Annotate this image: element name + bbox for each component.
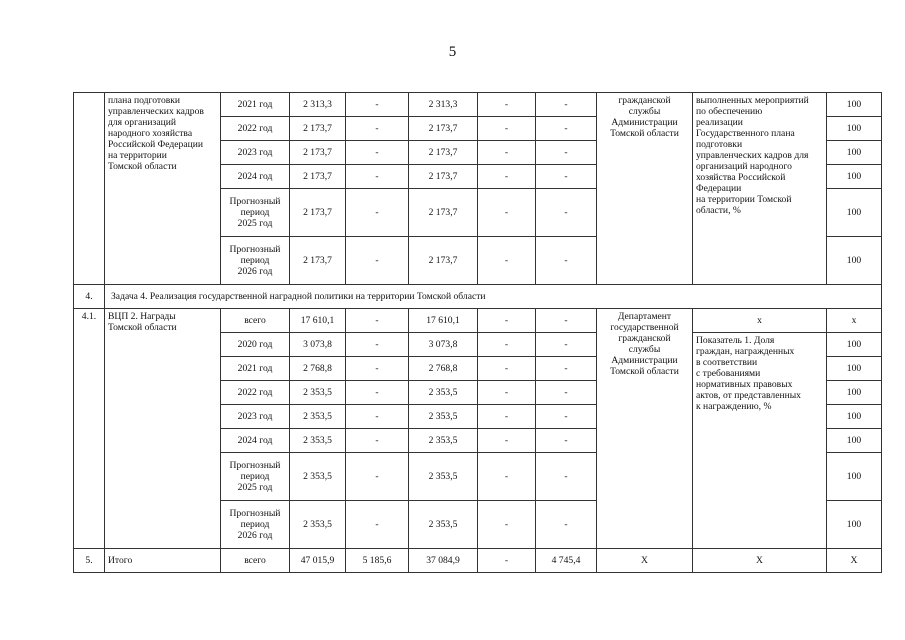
total-cell: 3 073,8: [290, 333, 346, 357]
period-cell: всего: [221, 549, 290, 573]
municipal-cell: -: [478, 549, 536, 573]
municipal-cell: -: [478, 429, 536, 453]
municipal-cell: -: [478, 333, 536, 357]
period-cell: всего: [221, 309, 290, 333]
regional-cell: 17 610,1: [409, 309, 478, 333]
municipal-cell: -: [478, 237, 536, 285]
extra-budget-cell: -: [536, 429, 597, 453]
extra-budget-cell: -: [536, 141, 597, 165]
extra-budget-cell: -: [536, 309, 597, 333]
indicator-value-cell: х: [827, 309, 882, 333]
federal-cell: -: [346, 357, 409, 381]
regional-cell: 2 173,7: [409, 237, 478, 285]
extra-budget-cell: -: [536, 93, 597, 117]
total-cell: 2 173,7: [290, 165, 346, 189]
total-cell: 2 173,7: [290, 141, 346, 165]
federal-cell: -: [346, 309, 409, 333]
municipal-cell: -: [478, 165, 536, 189]
municipal-cell: -: [478, 501, 536, 549]
federal-cell: -: [346, 333, 409, 357]
extra-budget-cell: -: [536, 165, 597, 189]
executor-cell: гражданской службы Администрации Томской области: [597, 93, 693, 285]
indicator-value-cell: 100: [827, 117, 882, 141]
extra-budget-cell: -: [536, 381, 597, 405]
regional-cell: 2 313,3: [409, 93, 478, 117]
task-row: [74, 285, 882, 309]
executor-cell: Х: [597, 549, 693, 573]
regional-cell: 2 353,5: [409, 501, 478, 549]
municipal-cell: -: [478, 189, 536, 237]
regional-cell: 3 073,8: [409, 333, 478, 357]
period-cell: 2024 год: [221, 429, 290, 453]
total-cell: 2 173,7: [290, 189, 346, 237]
indicator-value-cell: 100: [827, 453, 882, 501]
total-cell: 17 610,1: [290, 309, 346, 333]
row-number-cell: 5.: [74, 549, 105, 573]
municipal-cell: -: [478, 93, 536, 117]
task-title-cell: Задача 4. Реализация государственной наградной политики на территории Томской области: [105, 285, 882, 309]
total-cell: 2 313,3: [290, 93, 346, 117]
period-cell: 2022 год: [221, 117, 290, 141]
municipal-cell: -: [478, 141, 536, 165]
regional-cell: 2 353,5: [409, 381, 478, 405]
period-cell: 2023 год: [221, 405, 290, 429]
period-cell: 2024 год: [221, 165, 290, 189]
indicator-value-cell: 100: [827, 165, 882, 189]
federal-cell: -: [346, 165, 409, 189]
indicator-cell: Показатель 1. Доля граждан, награжденных в соответствии с требованиями нормативных правовых актов, от представленных к награждению, %: [693, 333, 827, 549]
indicator-head-cell: х: [693, 309, 827, 333]
federal-cell: -: [346, 405, 409, 429]
period-cell: 2021 год: [221, 93, 290, 117]
page-number: 5: [448, 44, 457, 60]
federal-cell: -: [346, 429, 409, 453]
extra-budget-cell: -: [536, 453, 597, 501]
federal-cell: -: [346, 501, 409, 549]
indicator-value-cell: 100: [827, 333, 882, 357]
period-cell: 2020 год: [221, 333, 290, 357]
indicator-value-cell: Х: [827, 549, 882, 573]
regional-cell: 37 084,9: [409, 549, 478, 573]
federal-cell: 5 185,6: [346, 549, 409, 573]
municipal-cell: -: [478, 381, 536, 405]
municipal-cell: -: [478, 117, 536, 141]
period-cell: Прогнозный период 2026 год: [221, 501, 290, 549]
regional-cell: 2 173,7: [409, 117, 478, 141]
period-cell: Прогнозный период 2025 год: [221, 453, 290, 501]
indicator-cell: выполненных мероприятий по обеспечению реализации Государственного плана подготовки управленческих кадров для организаций народного хозяйства Российской Федерации на территории Томской области, %: [693, 93, 827, 285]
indicator-value-cell: 100: [827, 429, 882, 453]
federal-cell: -: [346, 93, 409, 117]
regional-cell: 2 768,8: [409, 357, 478, 381]
regional-cell: 2 353,5: [409, 405, 478, 429]
regional-cell: 2 353,5: [409, 453, 478, 501]
period-cell: 2022 год: [221, 381, 290, 405]
program-name-cell: плана подготовки управленческих кадров для организаций народного хозяйства Российской Федерации на территории Томской области: [105, 93, 221, 285]
municipal-cell: -: [478, 405, 536, 429]
extra-budget-cell: -: [536, 357, 597, 381]
federal-cell: -: [346, 237, 409, 285]
extra-budget-cell: -: [536, 501, 597, 549]
total-cell: 2 768,8: [290, 357, 346, 381]
municipal-cell: -: [478, 453, 536, 501]
total-cell: 2 353,5: [290, 429, 346, 453]
total-cell: 2 353,5: [290, 381, 346, 405]
extra-budget-cell: -: [536, 237, 597, 285]
period-cell: Прогнозный период 2026 год: [221, 237, 290, 285]
federal-cell: -: [346, 453, 409, 501]
regional-cell: 2 173,7: [409, 165, 478, 189]
federal-cell: -: [346, 381, 409, 405]
total-cell: 2 173,7: [290, 117, 346, 141]
table-row: [74, 93, 882, 117]
row-number-cell: 4.1.: [74, 309, 105, 549]
period-cell: 2023 год: [221, 141, 290, 165]
indicator-value-cell: 100: [827, 381, 882, 405]
period-cell: Прогнозный период 2025 год: [221, 189, 290, 237]
federal-cell: -: [346, 117, 409, 141]
total-cell: 2 353,5: [290, 501, 346, 549]
indicator-cell: Х: [693, 549, 827, 573]
program-name-cell: Итого: [105, 549, 221, 573]
indicator-value-cell: 100: [827, 405, 882, 429]
budget-table: [73, 92, 882, 573]
total-cell: 2 173,7: [290, 237, 346, 285]
total-cell: 2 353,5: [290, 453, 346, 501]
regional-cell: 2 173,7: [409, 141, 478, 165]
executor-cell: Департамент государственной гражданской службы Администрации Томской области: [597, 309, 693, 549]
indicator-value-cell: 100: [827, 93, 882, 117]
program-name-cell: ВЦП 2. Награды Томской области: [105, 309, 221, 549]
row-number-cell: [74, 93, 105, 285]
period-cell: 2021 год: [221, 357, 290, 381]
indicator-value-cell: 100: [827, 189, 882, 237]
table-row: [74, 309, 882, 333]
indicator-value-cell: 100: [827, 237, 882, 285]
federal-cell: -: [346, 141, 409, 165]
indicator-value-cell: 100: [827, 141, 882, 165]
total-cell: 47 015,9: [290, 549, 346, 573]
extra-budget-cell: -: [536, 117, 597, 141]
total-row: [74, 549, 882, 573]
total-cell: 2 353,5: [290, 405, 346, 429]
indicator-value-cell: 100: [827, 357, 882, 381]
extra-budget-cell: -: [536, 405, 597, 429]
indicator-value-cell: 100: [827, 501, 882, 549]
extra-budget-cell: -: [536, 333, 597, 357]
municipal-cell: -: [478, 357, 536, 381]
extra-budget-cell: 4 745,4: [536, 549, 597, 573]
task-number-cell: 4.: [74, 285, 105, 309]
regional-cell: 2 353,5: [409, 429, 478, 453]
federal-cell: -: [346, 189, 409, 237]
regional-cell: 2 173,7: [409, 189, 478, 237]
municipal-cell: -: [478, 309, 536, 333]
extra-budget-cell: -: [536, 189, 597, 237]
